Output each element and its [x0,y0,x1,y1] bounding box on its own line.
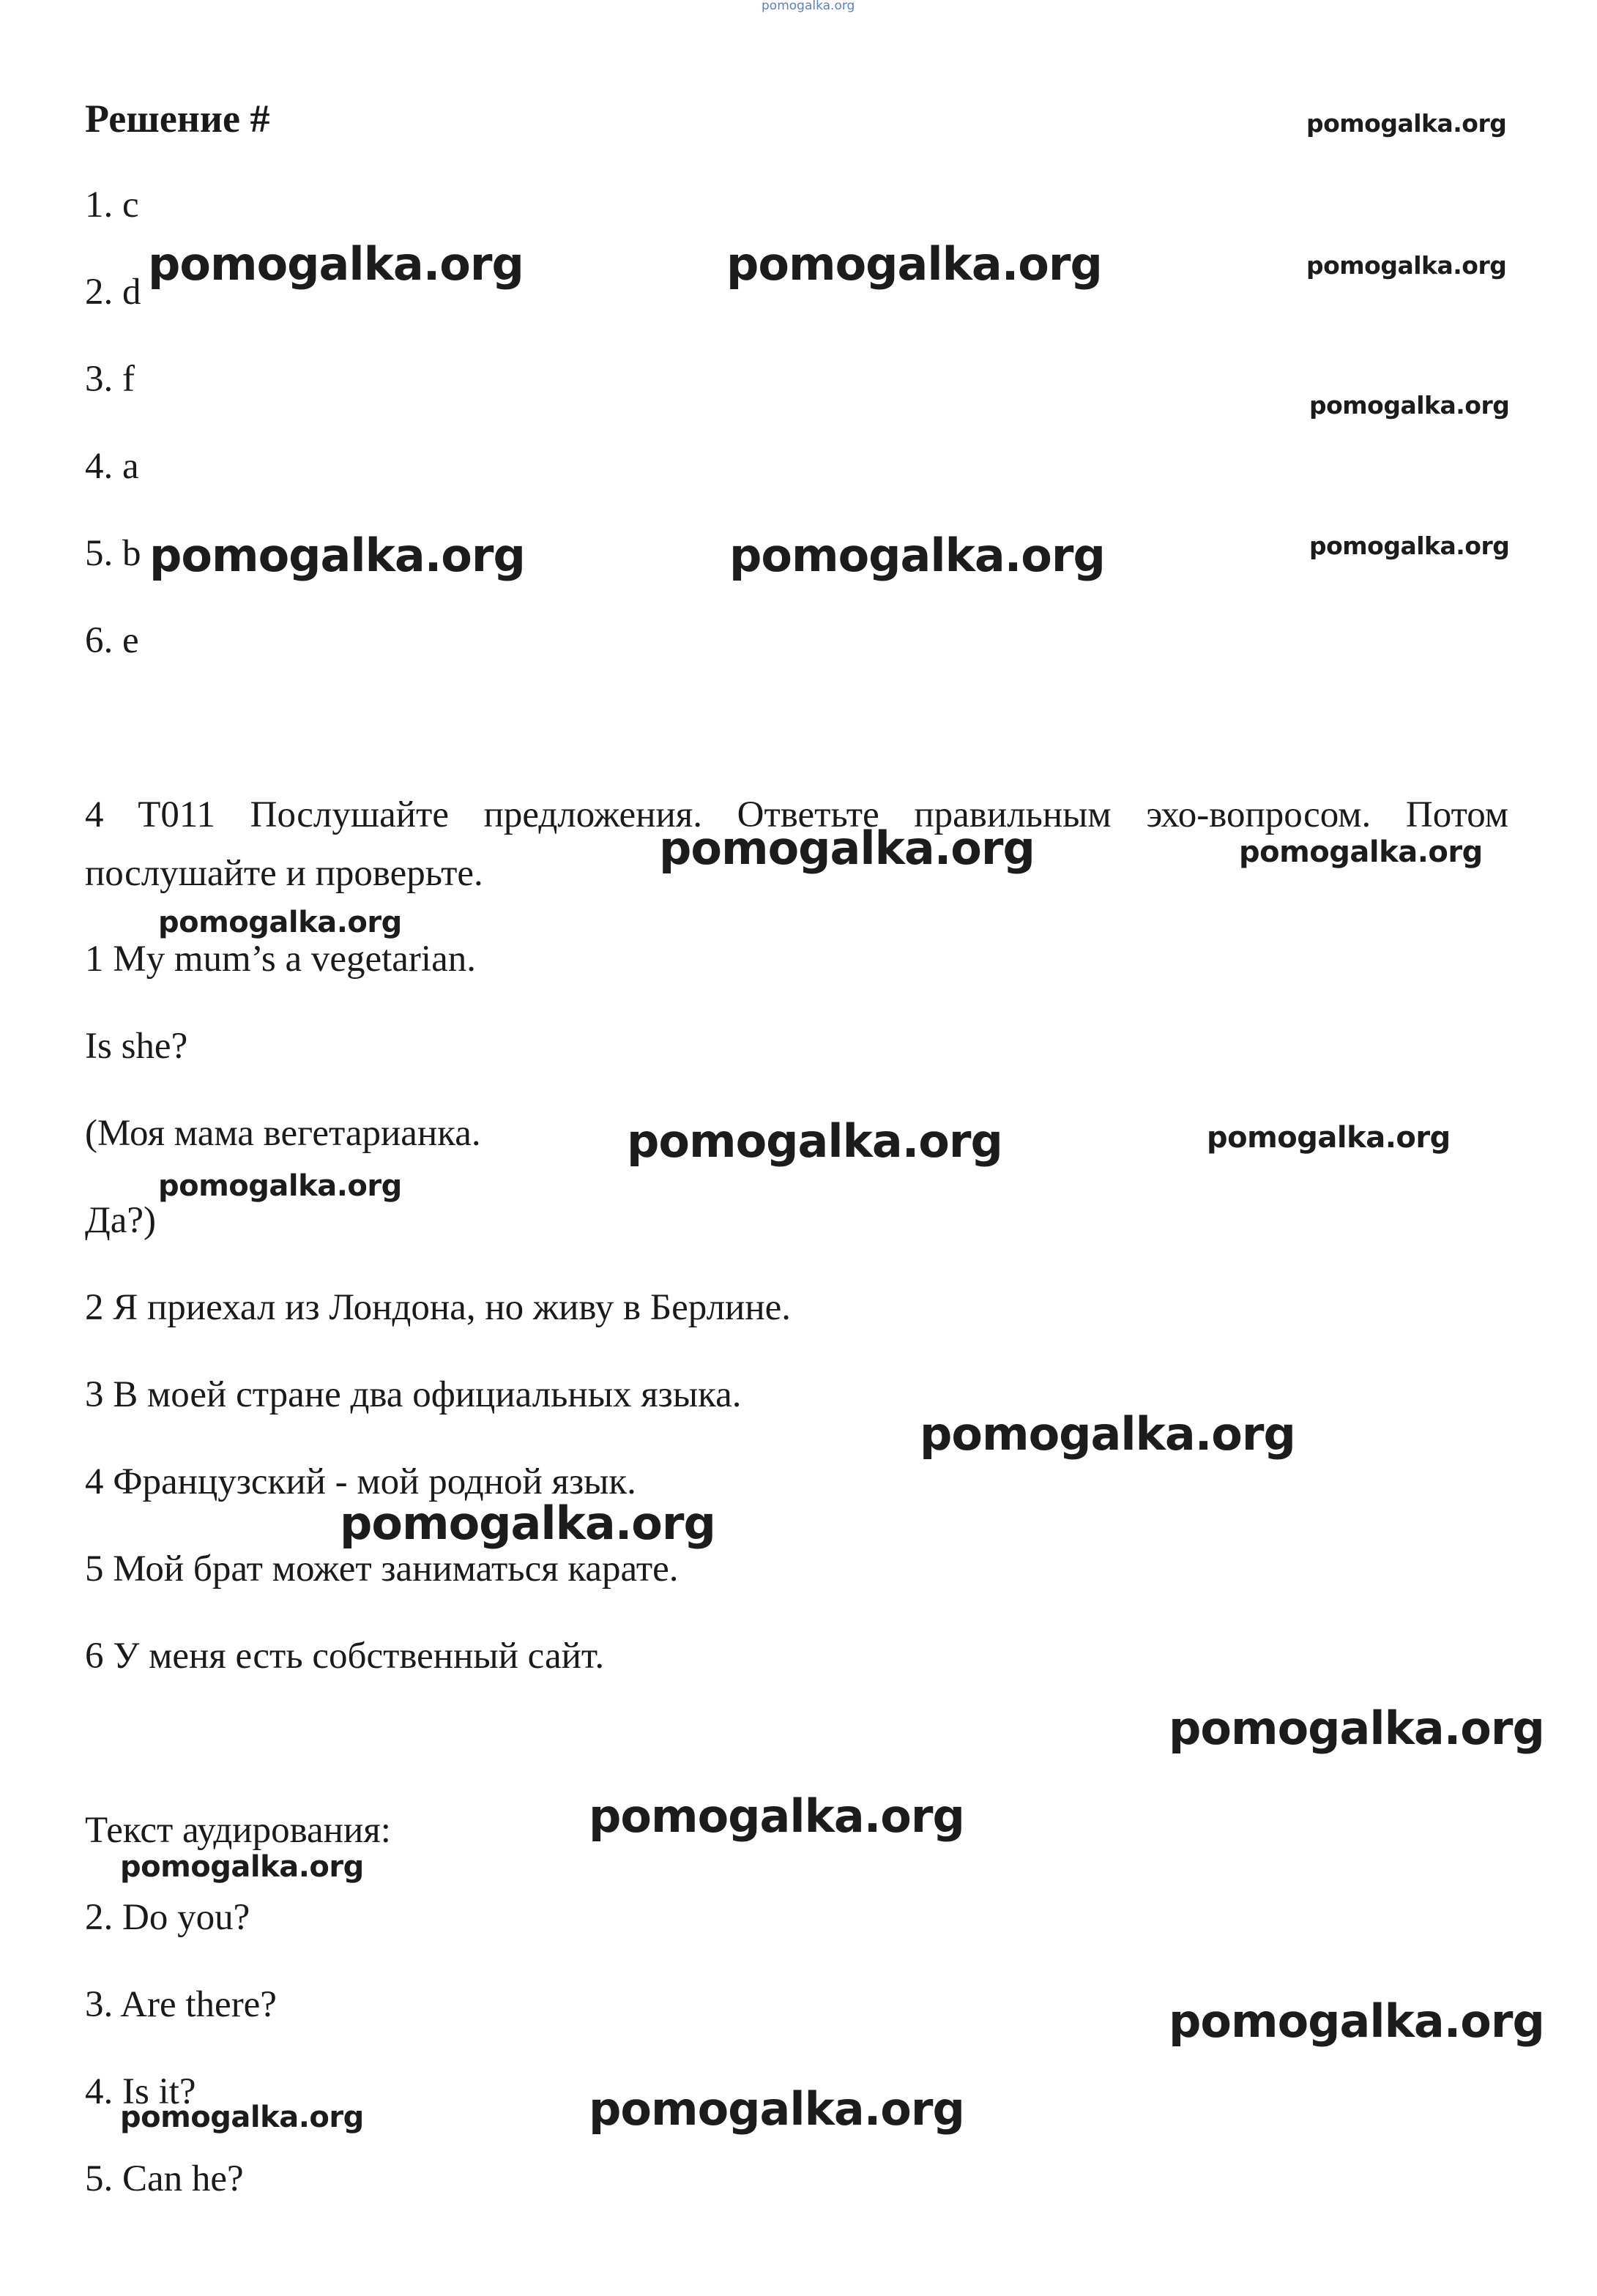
task-line: 3 В моей стране два официальных языка. [85,1374,742,1415]
watermark: pomogalka.org [589,2082,964,2136]
answer-item: 1. c [85,184,139,225]
answer-item: 4. a [85,446,139,487]
listening-line: 2. Do you? [85,1897,250,1938]
watermark: pomogalka.org [1306,251,1507,280]
answer-item: 3. f [85,359,135,400]
watermark: pomogalka.org [627,1114,1002,1168]
listening-line: 5. Can he? [85,2158,244,2199]
watermark: pomogalka.org [729,529,1105,582]
watermark: pomogalka.org [340,1496,715,1550]
watermark: pomogalka.org [589,1789,964,1843]
watermark: pomogalka.org [148,237,524,291]
watermark: pomogalka.org [1239,835,1483,869]
watermark: pomogalka.org [1309,532,1510,560]
watermark: pomogalka.org [1207,1121,1451,1155]
listening-line: 4. Is it? [85,2071,196,2112]
watermark: pomogalka.org [659,821,1035,875]
task-line: (Моя мама вегетарианка. [85,1113,481,1154]
top-watermark: pomogalka.org [762,0,855,13]
watermark: pomogalka.org [149,529,525,582]
watermark: pomogalka.org [920,1407,1295,1461]
listening-title: Текст аудирования: [85,1810,391,1851]
watermark: pomogalka.org [1169,1994,1544,2048]
listening-line: 3. Are there? [85,1984,277,2025]
watermark: pomogalka.org [120,2101,364,2134]
watermark: pomogalka.org [120,1850,364,1884]
task-line: Да?) [85,1200,157,1241]
task-line: 5 Мой брат может заниматься карате. [85,1548,679,1589]
watermark: pomogalka.org [1309,391,1510,420]
task-line: 6 У меня есть собственный сайт. [85,1636,605,1677]
page-title: Решение # [85,97,270,141]
task-line: 4 Французский - мой родной язык. [85,1461,636,1502]
task-line: 1 My mum’s a vegetarian. [85,939,476,980]
watermark: pomogalka.org [158,1169,402,1203]
answer-item: 2. d [85,272,141,313]
watermark: pomogalka.org [1169,1702,1544,1755]
header-site-tag: pomogalka.org [1306,109,1507,138]
watermark: pomogalka.org [726,237,1102,291]
answer-item: 5. b [85,533,141,574]
task-instruction: 4 T011 Послушайте предложения. Ответьте правильным эхо-вопросом. Потом послушайте и проверьте. [85,794,1508,894]
task-line: 2 Я приехал из Лондона, но живу в Берлине. [85,1287,792,1328]
task-line: Is she? [85,1026,188,1067]
answer-item: 6. e [85,620,139,661]
watermark: pomogalka.org [158,906,402,939]
